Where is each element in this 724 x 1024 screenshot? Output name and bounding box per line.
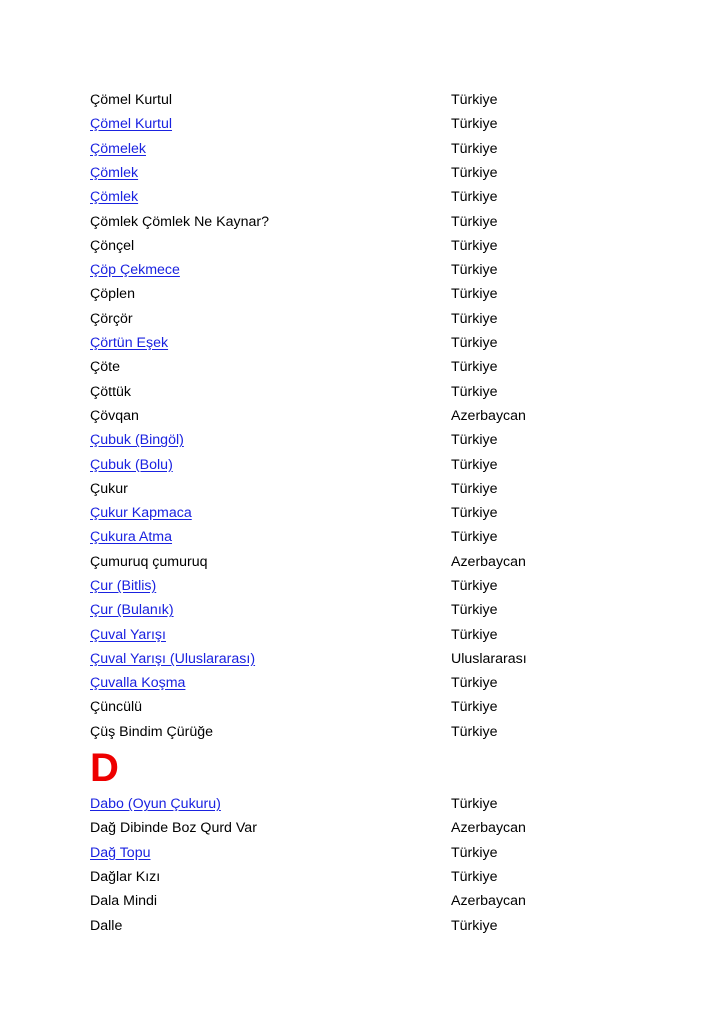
section-c-rows — [90, 88, 650, 744]
game-name-link[interactable]: Çömlek — [90, 189, 139, 206]
game-name: Çüncülü — [90, 699, 143, 716]
game-name: Çömel Kurtul — [90, 92, 173, 109]
list-row — [90, 477, 650, 501]
game-name-link[interactable]: Çukura Atma — [90, 529, 173, 546]
country-label: Türkiye — [451, 602, 498, 619]
country-label: Türkiye — [451, 917, 498, 934]
list-row — [90, 574, 650, 598]
list-row — [90, 695, 650, 719]
list-row — [90, 623, 650, 647]
list-row — [90, 355, 650, 379]
game-name-link[interactable]: Dabo (Oyun Çukuru) — [90, 796, 221, 813]
country-label: Türkiye — [451, 237, 498, 254]
game-name: Çörçör — [90, 310, 133, 327]
game-name-link[interactable]: Çubuk (Bolu) — [90, 456, 173, 473]
country-label: Azerbaycan — [451, 553, 526, 570]
list-row — [90, 137, 650, 161]
list-row — [90, 404, 650, 428]
country-label: Türkiye — [451, 164, 498, 181]
list-row — [90, 841, 650, 865]
game-name-link[interactable]: Çömlek — [90, 164, 139, 181]
game-name-link[interactable]: Çuval Yarışı — [90, 626, 166, 643]
country-label: Türkiye — [451, 480, 498, 497]
country-label: Türkiye — [451, 359, 498, 376]
country-label: Türkiye — [451, 699, 498, 716]
list-row — [90, 452, 650, 476]
list-row — [90, 525, 650, 549]
country-label: Türkiye — [451, 335, 498, 352]
list-row — [90, 88, 650, 112]
country-label: Türkiye — [451, 675, 498, 692]
list-row — [90, 380, 650, 404]
game-name: Dağ Dibinde Boz Qurd Var — [90, 820, 257, 837]
country-label: Türkiye — [451, 626, 498, 643]
game-name: Dağlar Kızı — [90, 868, 161, 885]
list-row — [90, 428, 650, 452]
list-row — [90, 720, 650, 744]
list-row — [90, 331, 650, 355]
game-name: Çömlek Çömlek Ne Kaynar? — [90, 213, 269, 230]
game-name: Çöttük — [90, 383, 132, 400]
country-label: Türkiye — [451, 116, 498, 133]
game-name-link[interactable]: Çuvalla Koşma — [90, 675, 186, 692]
list-row — [90, 865, 650, 889]
game-name-link[interactable]: Çömelek — [90, 140, 146, 157]
list-row — [90, 209, 650, 233]
list-row — [90, 234, 650, 258]
country-label: Türkiye — [451, 529, 498, 546]
country-label: Türkiye — [451, 432, 498, 449]
list-row — [90, 647, 650, 671]
country-label: Türkiye — [451, 189, 498, 206]
country-label: Türkiye — [451, 213, 498, 230]
country-label: Türkiye — [451, 383, 498, 400]
list-row — [90, 185, 650, 209]
game-name: Çönçel — [90, 237, 135, 254]
game-name-link[interactable]: Çur (Bitlis) — [90, 577, 157, 594]
country-label: Türkiye — [451, 577, 498, 594]
game-name: Çukur — [90, 480, 128, 497]
country-label: Türkiye — [451, 140, 498, 157]
section-d-rows — [90, 792, 650, 938]
country-label: Türkiye — [451, 868, 498, 885]
country-label: Azerbaycan — [451, 820, 526, 837]
list-row — [90, 112, 650, 136]
country-label: Türkiye — [451, 456, 498, 473]
game-name: Çüş Bindim Çürüğe — [90, 723, 214, 740]
country-label: Türkiye — [451, 505, 498, 522]
country-label: Türkiye — [451, 796, 498, 813]
game-name-link[interactable]: Dağ Topu — [90, 844, 151, 861]
list-row — [90, 792, 650, 816]
game-name: Dalle — [90, 917, 123, 934]
list-row — [90, 161, 650, 185]
country-label: Türkiye — [451, 844, 498, 861]
game-name-link[interactable]: Çubuk (Bingöl) — [90, 432, 184, 449]
country-label: Türkiye — [451, 286, 498, 303]
section-letter-heading: D — [90, 746, 119, 791]
list-row — [90, 598, 650, 622]
country-label: Türkiye — [451, 262, 498, 279]
game-name-link[interactable]: Çur (Bulanık) — [90, 602, 174, 619]
list-row — [90, 501, 650, 525]
game-name-link[interactable]: Çuval Yarışı (Uluslararası) — [90, 650, 256, 667]
game-name: Dala Mindi — [90, 893, 158, 910]
game-name: Çöplen — [90, 286, 135, 303]
country-label: Türkiye — [451, 723, 498, 740]
game-name: Çumuruq çumuruq — [90, 553, 208, 570]
list-row — [90, 816, 650, 840]
game-name: Çövqan — [90, 407, 139, 424]
list-row — [90, 889, 650, 913]
list-row — [90, 671, 650, 695]
list-row — [90, 914, 650, 938]
list-row — [90, 258, 650, 282]
game-name-link[interactable]: Çöp Çekmece — [90, 262, 180, 279]
game-name: Çöte — [90, 359, 120, 376]
country-label: Türkiye — [451, 310, 498, 327]
country-label: Türkiye — [451, 92, 498, 109]
country-label: Azerbaycan — [451, 893, 526, 910]
game-name-link[interactable]: Çömel Kurtul — [90, 116, 173, 133]
list-row — [90, 307, 650, 331]
game-list — [90, 88, 650, 938]
game-name-link[interactable]: Çörtün Eşek — [90, 335, 169, 352]
country-label: Azerbaycan — [451, 407, 526, 424]
list-row — [90, 282, 650, 306]
game-name-link[interactable]: Çukur Kapmaca — [90, 505, 192, 522]
list-row — [90, 550, 650, 574]
country-label: Uluslararası — [451, 650, 527, 667]
